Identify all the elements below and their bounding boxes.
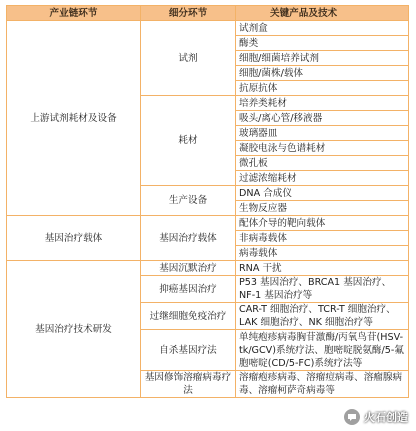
item-vector-0: 配体介导的靶向载体 xyxy=(236,216,409,231)
item-silencing: RNA 干扰 xyxy=(236,261,409,276)
table-row xyxy=(7,21,409,36)
item-reagent-2: 细胞/细菌培养试剂 xyxy=(236,51,409,66)
item-suppress: P53 基因治疗、BRCA1 基因治疗、NF-1 基因治疗等 xyxy=(236,276,409,303)
item-consumable-2: 玻璃器皿 xyxy=(236,126,409,141)
item-consumable-3: 凝胶电泳与色谱耗材 xyxy=(236,141,409,156)
item-consumable-1: 吸头/离心管/移液器 xyxy=(236,111,409,126)
table-row xyxy=(7,261,409,276)
sub-vector: 基因治疗载体 xyxy=(141,216,236,261)
sub-reagent: 试剂 xyxy=(141,21,236,96)
table-row xyxy=(7,216,409,231)
sub-oncolytic: 基因修饰溶瘤病毒疗法 xyxy=(141,371,236,398)
item-reagent-3: 细胞/菌株/载体 xyxy=(236,66,409,81)
item-reagent-1: 酶类 xyxy=(236,36,409,51)
sub-equipment: 生产设备 xyxy=(141,186,236,216)
group-upstream: 上游试剂耗材及设备 xyxy=(7,21,141,216)
table-header-row xyxy=(7,6,409,21)
item-vector-1: 非病毒载体 xyxy=(236,231,409,246)
sub-silencing: 基因沉默治疗 xyxy=(141,261,236,276)
group-research: 基因治疗技术研发 xyxy=(7,261,141,398)
chat-bubble-icon xyxy=(344,409,360,425)
sub-consumable: 耗材 xyxy=(141,96,236,186)
item-reagent-4: 抗原抗体 xyxy=(236,81,409,96)
item-immune: CAR-T 细胞治疗、TCR-T 细胞治疗、LAK 细胞治疗、NK 细胞治疗等 xyxy=(236,303,409,330)
sub-immune: 过继细胞免疫治疗 xyxy=(141,303,236,330)
sub-suicide: 自杀基因疗法 xyxy=(141,330,236,371)
item-consumable-5: 过滤浓缩耗材 xyxy=(236,171,409,186)
item-equipment-0: DNA 合成仪 xyxy=(236,186,409,201)
header-chain-link: 产业链环节 xyxy=(7,6,141,21)
item-consumable-0: 培养类耗材 xyxy=(236,96,409,111)
header-key-products: 关键产品及技术 xyxy=(236,6,409,21)
item-equipment-1: 生物反应器 xyxy=(236,201,409,216)
header-sub-link: 细分环节 xyxy=(141,6,236,21)
item-reagent-0: 试剂盒 xyxy=(236,21,409,36)
item-vector-2: 病毒载体 xyxy=(236,246,409,261)
group-vector: 基因治疗载体 xyxy=(7,216,141,261)
item-suicide: 单纯疱疹病毒胸苷激酶/丙氧鸟苷(HSV-tk/GCV)系统疗法、胞嘧啶脱氨酶/5-氟胞嘧啶(CD/5-FC)系统疗法等 xyxy=(236,330,409,371)
item-oncolytic: 溶瘤疱疹病毒、溶瘤痘病毒、溶瘤腺病毒、溶瘤柯萨奇病毒等 xyxy=(236,371,409,398)
watermark xyxy=(344,409,408,425)
sub-suppress: 抑癌基因治疗 xyxy=(141,276,236,303)
watermark-text: 火石创造 xyxy=(364,411,408,424)
industry-chain-table xyxy=(6,5,409,398)
item-consumable-4: 微孔板 xyxy=(236,156,409,171)
